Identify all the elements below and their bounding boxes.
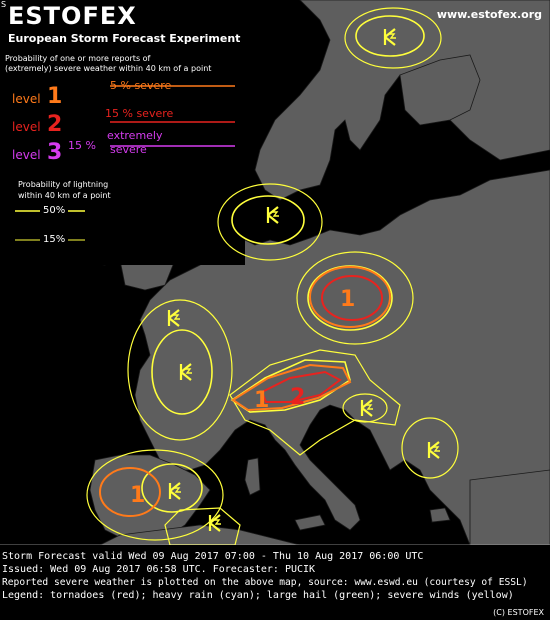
map-level-1-poland: 1 — [340, 287, 356, 312]
legend-lightning-heading-2: within 40 km of a point — [18, 191, 111, 200]
legend-prob-heading-1: Probability of one or more reports of — [5, 54, 151, 63]
legend-prob-heading-2: (extremely) severe weather within 40 km of a point — [5, 64, 212, 73]
footer-legend-line: Legend: tornadoes (red); heavy rain (cyan); large hail (green); severe winds (yellow) — [2, 590, 514, 601]
map-level-1-spain: 1 — [130, 483, 146, 508]
legend-level1-word: level — [12, 92, 41, 106]
app-title: ESTOFEX — [8, 2, 137, 30]
map-level-1-alps: 1 — [254, 388, 270, 413]
map-level-2-alps: 2 — [290, 385, 306, 410]
legend-level2-word: level — [12, 120, 41, 134]
legend-level3-number: 3 — [47, 140, 63, 165]
footer-issued-line: Issued: Wed 09 Aug 2017 06:58 UTC. Forecaster: PUCIK — [2, 564, 316, 575]
legend-level1-pct: 5 % severe — [110, 79, 172, 92]
legend-lightning-50: 50% — [43, 205, 66, 216]
copyright: (C) ESTOFEX — [493, 608, 544, 617]
legend-level3-pct: 15 % — [68, 139, 96, 152]
legend-level3-severe: severe — [110, 143, 147, 156]
legend-level2-pct: 15 % severe — [105, 107, 174, 120]
legend-lightning-15: 15% — [43, 234, 66, 245]
legend-level3-extremely: extremely — [107, 129, 163, 142]
legend-level3-word: level — [12, 148, 41, 162]
footer-source-line: Reported severe weather is plotted on the above map, source: www.eswd.eu (courtesy of ESSL) — [2, 577, 528, 588]
legend-lightning-heading-1: Probability of lightning — [18, 180, 109, 189]
site-url: www.estofex.org — [436, 8, 542, 21]
app-subtitle: European Storm Forecast Experiment — [8, 32, 241, 45]
legend-level1-number: 1 — [47, 84, 63, 109]
legend-level2-number: 2 — [47, 112, 63, 137]
footer-valid-line: Storm Forecast valid Wed 09 Aug 2017 07:00 - Thu 10 Aug 2017 06:00 UTC — [2, 551, 424, 562]
corner-mark: S — [1, 0, 7, 9]
